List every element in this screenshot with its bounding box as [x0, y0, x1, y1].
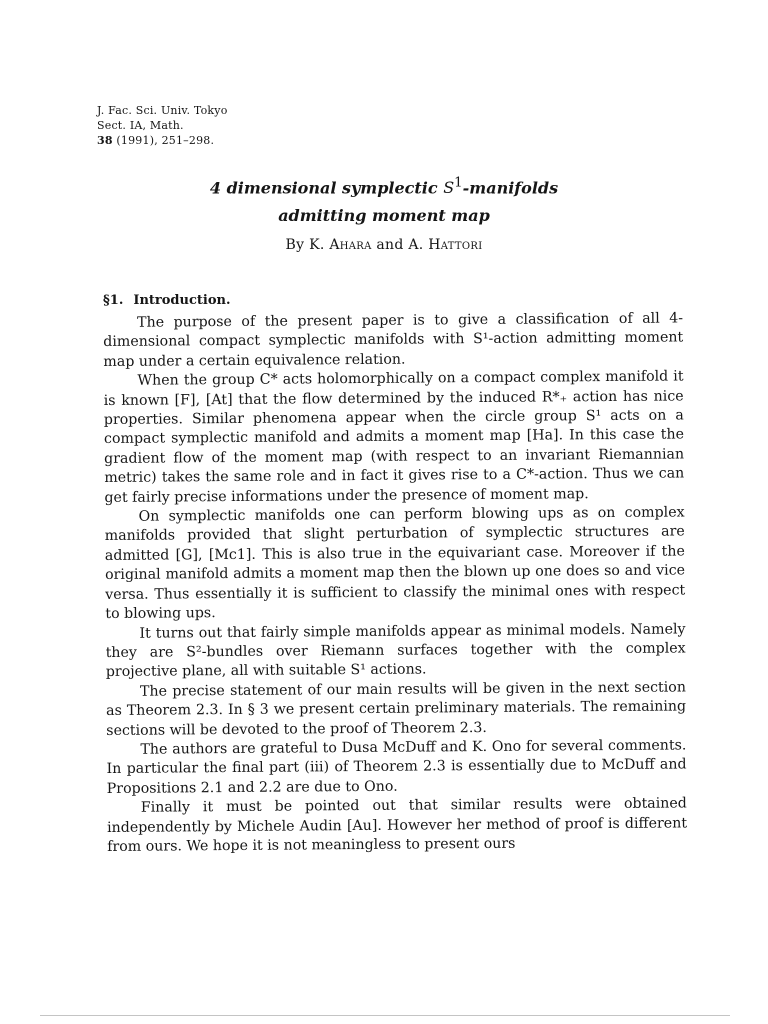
author-line: [0, 237, 768, 253]
paragraph: On symplectic manifolds one can perform blowing ups as on complex manifolds provided that slight perturbation of symplectic structures are admitted [G], [Mc1]. This is also true in the equivariant case. Moreover if the original manifold admits a moment map then the blown up one does so and vice versa. Thus essentially it is sufficient to classify the minimal ones with respect to blowing ups.: [104, 504, 686, 623]
paragraph: It turns out that fairly simple manifolds appear as minimal models. Namely they are S²-bundles over Riemann surfaces together with the complex projective plane, all with suitable S¹ actions.: [105, 620, 686, 681]
journal-section: Sect. IA, Math.: [97, 119, 184, 132]
paragraph: The precise statement of our main results will be given in the next section as Theorem 2.3. In § 3 we present certain preliminary materials. The remaining sections will be devoted to the proof of Theorem 2.3.: [106, 679, 687, 739]
title-s: S: [443, 178, 455, 198]
section-title: Introduction.: [133, 293, 231, 308]
title-superscript: 1: [454, 176, 463, 191]
body-text: [103, 309, 687, 857]
paragraph: When the group C* acts holomorphically on a compact complex manifold it is known [F], [At] that the flow determined by the induced R*₊ action has nice properties. Similar phenomena appear when the circle group S¹ acts on a compact symplectic manifold and admits a moment map [Ha]. In this case the gradient flow of the moment map (with respect to an invariant Riemannian metric) takes the same role and in fact it gives rise to a C*-action. Thus we can get fairly precise informations under the presence of moment map.: [103, 368, 685, 506]
journal-name: J. Fac. Sci. Univ. Tokyo: [97, 104, 228, 117]
authors-and: and A.: [371, 237, 429, 253]
journal-reference: [97, 103, 228, 148]
title-line-2: admitting moment map: [278, 206, 490, 226]
paper-title: [0, 170, 768, 230]
paragraph: Finally it must be pointed out that similar results were obtained independently by Michele Audin [Au]. However her method of proof is different from ours. We hope it is not meaningless to present ours: [106, 795, 688, 855]
section-number: §1.: [103, 293, 124, 308]
volume-number: 38: [97, 134, 113, 147]
title-symbol: [443, 178, 462, 197]
section-heading: [103, 293, 230, 308]
author-2-name: Hattori: [428, 237, 483, 253]
scan-edge-rule: [40, 1015, 730, 1016]
journal-volume: [97, 133, 228, 148]
author-1-name: Ahara: [329, 237, 372, 253]
title-part-1: 4 dimensional symplectic: [209, 178, 444, 198]
authors-by: By K.: [285, 237, 330, 253]
title-part-2: -manifolds: [462, 178, 559, 198]
title-line-1: [0, 170, 768, 202]
paragraph: The authors are grateful to Dusa McDuff and K. Ono for several comments. In particular the final part (iii) of Theorem 2.3 is essentially due to McDuff and Propositions 2.1 and 2.2 are due to Ono.: [106, 737, 687, 797]
volume-pages: (1991), 251–298.: [112, 134, 215, 147]
paragraph: The purpose of the present paper is to give a classification of all 4-dimensional compact symplectic manifolds with S¹-action admitting moment map under a certain equivalence relation.: [103, 310, 684, 370]
